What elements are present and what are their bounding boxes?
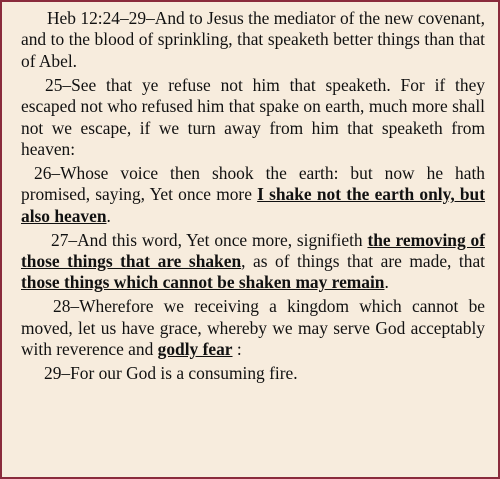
verse-text: 27–And this word, Yet once more, signifieth <box>51 229 368 250</box>
verse-paragraph <box>21 363 485 384</box>
scripture-text <box>21 8 485 387</box>
verse-text: . <box>106 205 111 226</box>
verse-text: 29–For our God is a consuming fire. <box>44 363 298 383</box>
verse-text: 26–Whose voice then shook the earth: but now he hath promised, saying, Yet once more <box>21 162 485 205</box>
verse-text: : <box>232 339 242 360</box>
verse-paragraph <box>21 163 485 227</box>
verse-text: , as of things that are made, that <box>241 250 485 271</box>
verse-paragraph <box>21 75 485 161</box>
verse-paragraph <box>21 8 485 72</box>
verse-text: . <box>384 272 389 293</box>
emphasized-phrase: I shake not the earth only, but also heaven <box>21 184 486 226</box>
verse-text: 25–See that ye refuse not him that speaketh. For if they escaped not who refused him that spake on earth, much more shall not we escape, if we turn away from him that speaketh from heaven: <box>21 74 485 159</box>
emphasized-phrase: the removing of those things that are shaken <box>21 229 485 271</box>
emphasized-phrase: those things which cannot be shaken may remain <box>21 272 385 293</box>
verse-text: 28–Wherefore we receiving a kingdom which cannot be moved, let us have grace, whereby we may serve God acceptably with reverence and <box>21 296 485 360</box>
verse-paragraph <box>21 230 485 294</box>
verse-paragraph <box>21 296 485 360</box>
emphasized-phrase: godly fear <box>157 339 233 360</box>
verse-text: Heb 12:24–29–And to Jesus the mediator of the new covenant, and to the blood of sprinkling, that speaketh better things than that of Abel. <box>21 8 485 71</box>
